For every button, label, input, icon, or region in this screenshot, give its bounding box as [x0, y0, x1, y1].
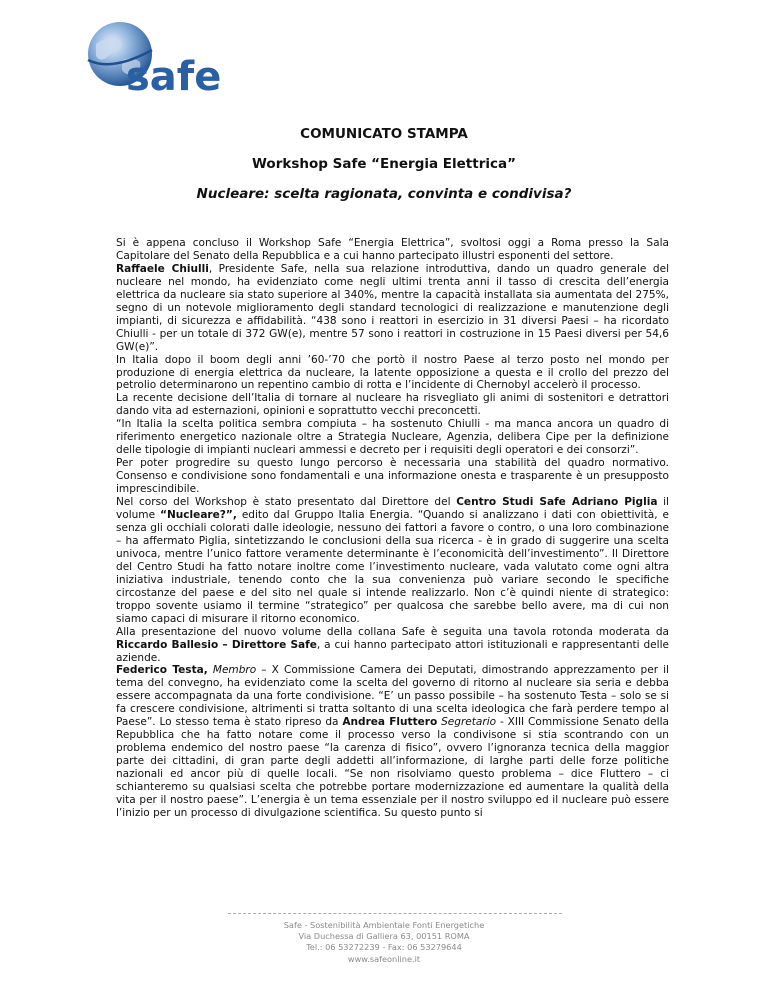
text-run: Raffaele Chiulli — [116, 262, 209, 275]
footer-organization: Safe - Sostenibilità Ambientale Fonti Energetiche — [283, 920, 485, 930]
footer — [0, 920, 768, 965]
text-run: , Presidente Safe, nella sua relazione introduttiva, dando un quadro generale del nucleare nel mondo, ha evidenziato come negli ultimi trenta anni il tasso di crescita dell’energia elettrica da nucleare sia stato superiore al 340%, mentre la capacità installata sia aumentata del 275%, segno di un notevole miglioramento degli standard tecnologici di realizzazione e manutenzione degli impianti, di sicurezza e affidabilità. “438 sono i reattori in esercizio in 31 diversi Paesi – ha ricordato Chiulli - per un totale di 372 GW(e), mentre 57 sono i reattori in costruzione in 15 Paesi diversi per 54,6 GW(e)”. — [116, 262, 669, 353]
headings — [0, 126, 768, 202]
text-run: - XIII Commissione Senato della Repubblica che ha fatto notare come il processo verso la condivisone si stia scontrando con un problema endemico del nostro paese “la carenza di fisico”, ovvero l’ignoranza tecnica della maggior parte dei cittadini, di gran parte degli addetti all’informazione, di larghe parti delle forze politiche nazionali ed ancor più di quelle locali. “Se non risolviamo questo problema – dice Fluttero – ci schianteremo su qualsiasi scelta che potrebbe portare modernizzazione ed aumentare la qualità della vita per il nostro paese”. L’energia è un tema essenziale per il nostro sviluppo ed il nucleare può essere l’inizio per un processo di divulgazione scientifica. Su questo punto si — [116, 716, 669, 819]
text-run: il volume — [116, 496, 669, 522]
text-run: Si è appena concluso il Workshop Safe “Energia Elettrica”, svoltosi oggi a Roma presso la Sala Capitolare del Senato della Repubblica e a cui hanno partecipato illustri esponenti del settore. — [116, 237, 669, 262]
text-run: La recente decisione dell’Italia di tornare al nucleare ha risvegliato gli animi di sostenitori e detrattori dando vita ad esternazioni, opinioni e soprattutto vecchi preconcetti. — [116, 392, 669, 418]
text-run: “In Italia la scelta politica sembra compiuta – ha sostenuto Chiulli - ma manca ancora un quadro di riferimento energetico nazionale oltre a Strategia Nucleare, Agenzia, delibera Cipe per la definizione delle tipologie di impianti nucleari ammessi e decreto per i requisiti degli operatori e dei consorzi”. — [116, 418, 669, 457]
text-run: edito dal Gruppo Italia Energia. “Quando si analizzano i dati con obiettività, e senza gli occhiali colorati dalle ideologie, nessuno dei fattori a favore o contro, o una loro combinazione – ha affermato Piglia, sintetizzando le conclusioni della sua ricerca - è in grado di suggerire una scelta univoca, mentre l’unico fattore veramente determinante è l’economicità dell’investimento”. Il Direttore del Centro Studi ha fatto notare inoltre come l’investimento nucleare, vada valutato come ogni altra iniziativa industriale, tenendo conto che la sua convenienza può variare secondo le specifiche circostanze del paese e del sito nel quale si intende realizzarlo. Non c’è quindi niente di strategico: troppo sovente usiamo il termine “strategico” per qualcosa che sarebbe bello avere, ma di cui non siamo capaci di misurare il ritorno economico. — [116, 509, 669, 625]
footer-divider — [228, 913, 562, 914]
text-run: – X Commissione Camera dei Deputati, dimostrando apprezzamento per il tema del convegno, ha evidenziato come la scelta del governo di ritorno al nucleare sia seria e debba essere accompagnata da una forte condivisione. “E’ un passo possibile – ha sostenuto Testa – solo se si fa crescere condivisione, altrimenti si tratta soltanto di una scelta ideologica che farà perdere tempo al Paese”. Lo stesso tema è stato ripreso da — [116, 664, 669, 729]
body-paragraph — [116, 457, 669, 496]
globe-logo-icon — [82, 20, 222, 102]
footer-website: www.safeonline.it — [347, 953, 421, 964]
body-paragraph — [116, 354, 669, 393]
safe-logo — [82, 20, 222, 102]
text-run: , a cui hanno partecipato attori istituzionali e rappresentanti delle aziende. — [116, 638, 669, 664]
text-run: Membro — [212, 664, 257, 677]
body-paragraph — [116, 626, 669, 665]
text-run: Centro Studi Safe Adriano Piglia — [456, 496, 658, 509]
text-run: Per poter progredire su questo lungo percorso è necessaria una stabilità del quadro normativo. Consenso e condivisione sono fondamentali e una informazione onesta e trasparente è un presupposto imprescindibile. — [116, 457, 669, 496]
press-release-body — [116, 237, 669, 820]
body-paragraph — [116, 237, 669, 263]
footer-phone: Tel.: 06 53272239 - Fax: 06 53279644 — [306, 942, 462, 953]
text-run: “Nucleare?”, — [160, 509, 237, 522]
text-run: Nel corso del Workshop è stato presentato dal Direttore del — [116, 496, 457, 509]
body-paragraph — [116, 263, 669, 354]
text-run: Alla presentazione del nuovo volume della collana Safe è seguita una tavola rotonda moderata da — [116, 625, 669, 638]
document-subtitle: Workshop Safe “Energia Elettrica” — [252, 156, 516, 172]
text-run: In Italia dopo il boom degli anni ’60-’70 che portò il nostro Paese al terzo posto nel mondo per produzione di energia elettrica da nucleare, la latente opposizione a questa e il crollo del prezzo del petrolio determinarono un repentino cambio di rotta e l’incidente di Chernobyl accelerò il processo. — [116, 353, 669, 392]
svg-text:safe: safe — [126, 54, 222, 100]
body-paragraph — [116, 418, 669, 457]
body-paragraph — [116, 392, 669, 418]
body-paragraph — [116, 664, 669, 819]
footer-address: Via Duchessa di Galliera 63, 00151 ROMA — [298, 931, 470, 942]
text-run: Federico Testa, — [116, 664, 208, 677]
text-run: Andrea Fluttero — [342, 716, 438, 729]
body-paragraph — [116, 496, 669, 626]
document-title: COMUNICATO STAMPA — [300, 126, 468, 142]
text-run: Segretario — [441, 716, 497, 729]
text-run: Riccardo Ballesio – Direttore Safe — [116, 638, 317, 651]
document-tagline: Nucleare: scelta ragionata, convinta e condivisa? — [196, 186, 572, 202]
